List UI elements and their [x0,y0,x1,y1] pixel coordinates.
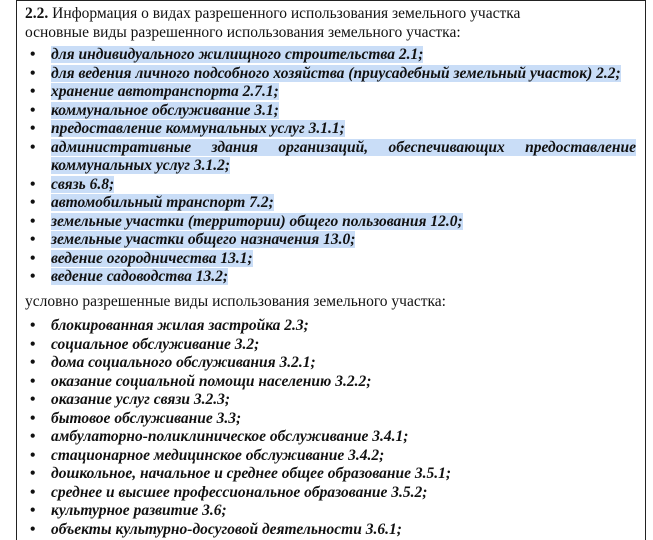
list-item [25,65,637,84]
list-item-text: предоставление коммунальных услуг 3.1.1; [51,120,345,137]
bullet-icon: • [30,83,36,100]
list-item-text: административные здания организаций, обеспечивающих предоставление коммунальных услуг 3.1.2; [51,138,636,174]
list-item [25,83,637,102]
list-item-text: среднее и высшее профессиональное образование 3.5.2; [51,483,428,501]
list-item [25,373,637,392]
list-item [25,139,637,176]
list-item-text: дома социального обслуживания 3.2.1; [51,354,316,371]
list-item-text: ведение огородничества 13.1; [51,249,253,267]
list-item [25,502,637,521]
list-item-text: земельные участки (территории) общего пользования 12.0; [51,212,463,230]
bullet-icon: • [30,120,36,137]
list-item-text: стационарное медицинское обслуживание 3.4.2; [51,446,385,464]
bullet-icon: • [30,446,36,464]
bullet-icon: • [30,335,36,353]
list-item-text: связь 6.8; [51,175,115,193]
document-frame [16,0,646,540]
list-item-text: оказание социальной помощи населению 3.2.2; [51,372,372,390]
main-uses-list [25,46,637,287]
bullet-icon: • [30,212,36,230]
list-item-text: для индивидуального жилищного строительства 2.1; [51,46,424,63]
bullet-icon: • [30,428,36,445]
section-heading [25,5,637,24]
list-item [25,176,637,195]
list-item [25,268,637,287]
list-item [25,102,637,121]
bullet-icon: • [30,372,36,390]
list-item [25,46,637,65]
bullet-icon: • [30,138,36,156]
document-content [25,5,637,539]
list-item-text: культурное развитие 3.6; [51,502,227,519]
list-item-text: социальное обслуживание 3.2; [51,335,260,353]
list-item-text: коммунальное обслуживание 3.1; [51,101,279,119]
bullet-icon: • [30,354,36,371]
list-item-text: хранение автотранспорта 2.7.1; [51,83,279,100]
list-item [25,521,637,540]
list-item-text: автомобильный транспорт 7.2; [51,194,274,211]
list-item-text: дошкольное, начальное и среднее общее образование 3.5.1; [51,465,452,482]
list-item [25,410,637,429]
list-item [25,391,637,410]
list-item [25,213,637,232]
bullet-icon: • [30,520,36,538]
bullet-icon: • [30,249,36,267]
bullet-icon: • [30,317,36,334]
bullet-icon: • [30,483,36,501]
list-item-text: блокированная жилая застройка 2.3; [51,317,309,334]
list-item-text: амбулаторно-поликлиническое обслуживание 3.4.1; [51,428,409,445]
list-item [25,317,637,336]
bullet-icon: • [30,409,36,427]
conditional-uses-list [25,317,637,539]
justified-text-box [51,139,636,176]
bullet-icon: • [30,46,36,63]
list-item [25,194,637,213]
list-item-text: оказание услуг связи 3.2.3; [51,391,231,408]
list-item [25,428,637,447]
bullet-icon: • [30,64,36,82]
bullet-icon: • [30,101,36,119]
list-item [25,465,637,484]
bullet-icon: • [30,194,36,211]
list-item [25,231,637,250]
list-item-text: ведение садоводства 13.2; [51,268,229,285]
section-title: Информация о видах разрешенного использования земельного участка [48,5,521,22]
list-item [25,336,637,355]
conditional-uses-label: условно разрешенные виды использования земельного участка: [25,292,446,310]
bullet-icon: • [30,175,36,193]
list-item-text: земельные участки общего назначения 13.0; [51,231,356,248]
list-item-text: бытовое обслуживание 3.3; [51,409,242,427]
list-item-text: для ведения личного подсобного хозяйства (приусадебный земельный участок) 2.2; [51,64,621,82]
list-item [25,120,637,139]
main-uses-label: основные виды разрешенного использования земельного участка: [25,23,461,41]
bullet-icon: • [30,465,36,482]
bullet-icon: • [30,231,36,248]
bullet-icon: • [30,391,36,408]
bullet-icon: • [30,268,36,285]
list-item [25,250,637,269]
list-item [25,484,637,503]
list-item [25,447,637,466]
bullet-icon: • [30,502,36,519]
section-number: 2.2. [25,5,49,22]
list-item-text: объекты культурно-досуговой деятельности 3.6.1; [51,520,402,538]
list-item [25,354,637,373]
